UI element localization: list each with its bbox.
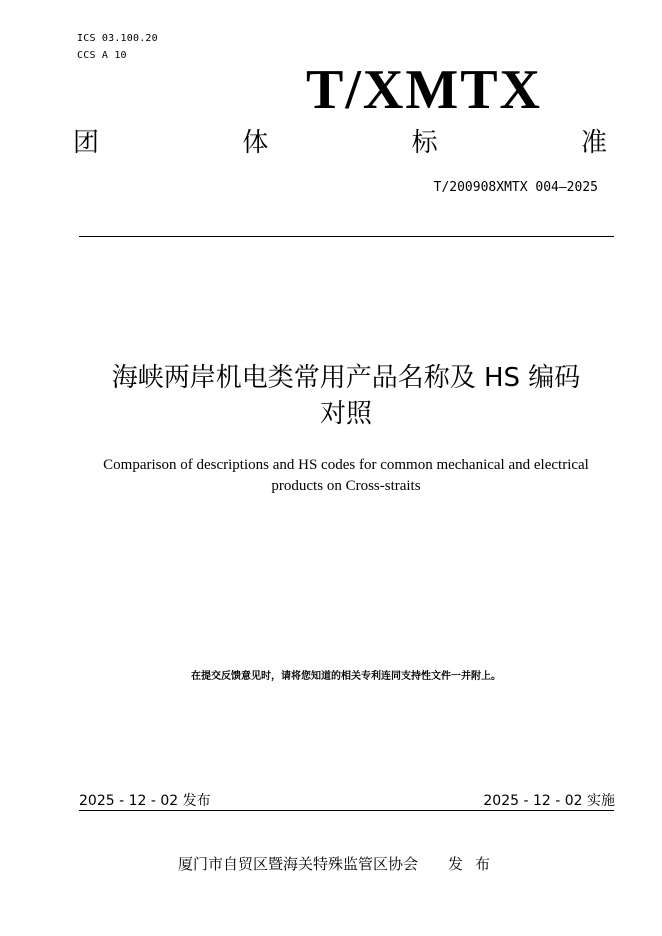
chinese-title bbox=[70, 360, 622, 432]
ics-code: ICS 03.100.20 bbox=[77, 33, 158, 44]
standard-type-char: 团 bbox=[73, 128, 100, 158]
chinese-title-line1: 海峡两岸机电类常用产品名称及 HS 编码 bbox=[111, 363, 581, 393]
standard-type-heading bbox=[73, 130, 607, 156]
publish-action: 发布 bbox=[448, 855, 503, 873]
bottom-divider bbox=[79, 810, 614, 811]
publisher-name: 厦门市自贸区暨海关特殊监管区协会 bbox=[178, 855, 419, 873]
standard-number: T/200908XMTX 004—2025 bbox=[433, 180, 598, 195]
standard-brand-logo: T/XMTX bbox=[306, 59, 542, 121]
chinese-title-line2: 对照 bbox=[319, 399, 372, 429]
standard-type-char: 体 bbox=[242, 128, 269, 158]
publish-date: 2025 - 12 - 02 发布 bbox=[79, 793, 211, 809]
publisher-line bbox=[178, 853, 502, 874]
patent-notice: 在提交反馈意见时，请将您知道的相关专利连同支持性文件一并附上。 bbox=[191, 671, 501, 682]
standard-type-char: 准 bbox=[580, 128, 607, 158]
implement-date: 2025 - 12 - 02 实施 bbox=[483, 793, 615, 809]
english-title-line1: Comparison of descriptions and HS codes for common mechanical and electrical bbox=[103, 457, 589, 473]
top-divider bbox=[79, 236, 614, 237]
ccs-code: CCS A 10 bbox=[77, 50, 127, 61]
english-title bbox=[80, 455, 612, 497]
standard-type-char: 标 bbox=[411, 128, 438, 158]
english-title-line2: products on Cross-straits bbox=[271, 478, 421, 494]
